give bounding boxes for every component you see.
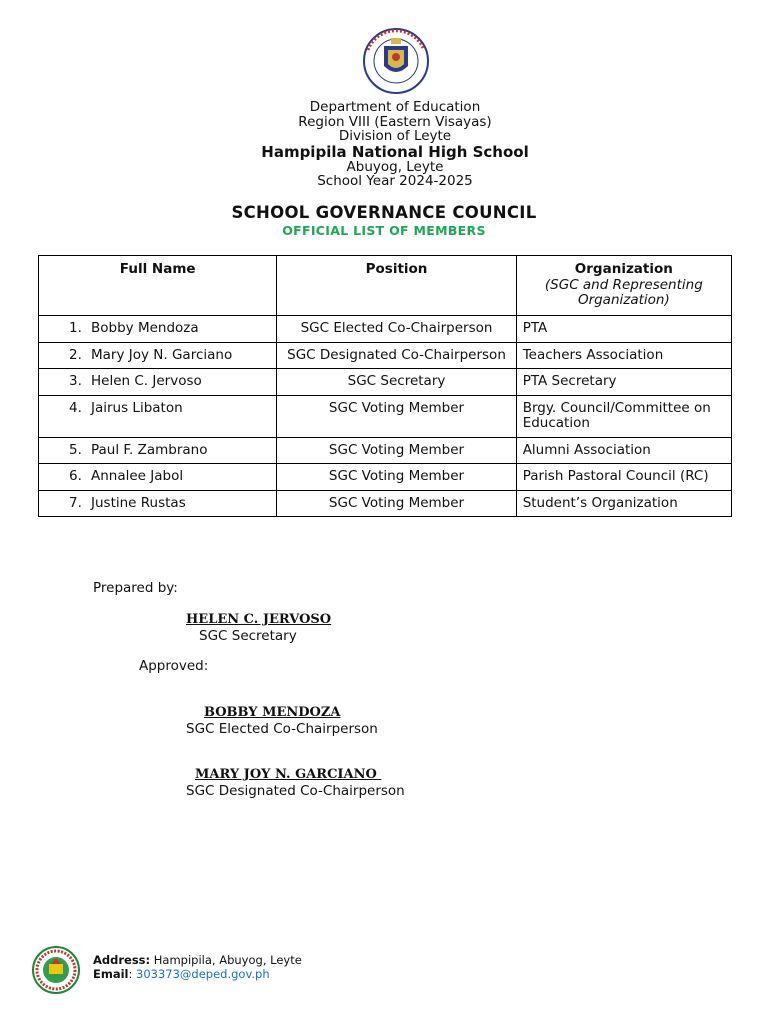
approver2-block [186,767,405,799]
row-number: 2. [69,346,82,363]
members-table [38,255,732,517]
table-row [39,464,732,491]
document-title: SCHOOL GOVERNANCE COUNCIL [231,203,537,222]
school-logo-icon [31,946,81,994]
member-position: SGC Elected Co-Chairperson [277,316,516,343]
school-location: Abuyog, Leyte [346,158,444,175]
header-organization-sub: (SGC and Representing Organization) [544,276,703,308]
member-name: Paul F. Zambrano [91,441,208,458]
member-name-cell [39,437,277,464]
region-line: Region VIII (Eastern Visayas) [298,113,492,130]
address-label: Address: [93,953,151,967]
member-name: Helen C. Jervoso [91,373,202,389]
preparer-block [186,612,331,644]
member-name: Mary Joy N. Garciano [91,346,233,363]
document-header [0,100,768,189]
row-number: 4. [69,399,82,416]
email-label: Email [93,967,129,981]
preparer-title: SGC Secretary [199,628,297,644]
division-line: Division of Leyte [338,128,452,144]
member-organization: PTA Secretary [516,369,731,396]
school-year: School Year 2024-2025 [317,173,473,189]
footer-contact [93,953,302,981]
row-number: 7. [69,494,82,511]
prepared-by-label: Prepared by: [93,580,178,596]
member-name-cell [39,316,277,343]
footer-address [93,953,302,967]
header-position: Position [277,256,516,316]
member-organization: Parish Pastoral Council (RC) [516,464,731,491]
header-full-name: Full Name [39,256,277,316]
footer-email: Email: 303373@deped.gov.ph [93,967,270,981]
member-name-cell [39,369,277,396]
member-name: Justine Rustas [91,494,186,511]
preparer-name: HELEN C. JERVOSO [186,612,332,627]
member-position: SGC Voting Member [277,464,516,491]
table-row [39,437,732,464]
department-line: Department of Education [309,99,481,115]
row-number: 3. [69,373,82,389]
table-row [39,490,732,517]
table-row [39,369,732,396]
approver1-title: SGC Elected Co-Chairperson [186,721,378,737]
member-organization: PTA [516,316,731,343]
member-name: Annalee Jabol [91,468,184,484]
member-position: SGC Voting Member [277,490,516,517]
table-row [39,395,732,437]
table-row [39,316,732,343]
member-organization: Brgy. Council/Committee on Education [516,395,731,437]
member-name: Bobby Mendoza [91,320,199,336]
deped-seal-icon [358,28,434,94]
header-organization [516,256,731,316]
member-name-cell [39,395,277,437]
approver2-title: SGC Designated Co-Chairperson [186,783,405,799]
row-number: 6. [69,468,82,484]
member-position: SGC Voting Member [277,437,516,464]
email-link[interactable]: 303373@deped.gov.ph [136,967,270,981]
member-organization: Student’s Organization [516,490,731,517]
approver1-block [186,705,378,737]
address-value: Hampipila, Abuyog, Leyte [153,953,302,967]
approver2-name: MARY JOY N. GARCIANO [195,767,382,782]
member-organization: Teachers Association [516,342,731,369]
member-name: Jairus Libaton [91,399,183,416]
document-subtitle: OFFICIAL LIST OF MEMBERS [282,223,486,238]
member-name-cell [39,490,277,517]
member-name-cell [39,342,277,369]
row-number: 1. [69,320,82,336]
member-position: SGC Voting Member [277,395,516,437]
member-position: SGC Secretary [277,369,516,396]
approved-label: Approved: [139,658,209,674]
row-number: 5. [69,441,82,458]
approver1-name: BOBBY MENDOZA [204,705,341,720]
school-name: Hampipila National High School [261,142,529,161]
member-position: SGC Designated Co-Chairperson [277,342,516,369]
header-organization-label: Organization [574,261,673,277]
member-name-cell [39,464,277,491]
table-header-row [39,256,732,316]
member-organization: Alumni Association [516,437,731,464]
table-row [39,342,732,369]
